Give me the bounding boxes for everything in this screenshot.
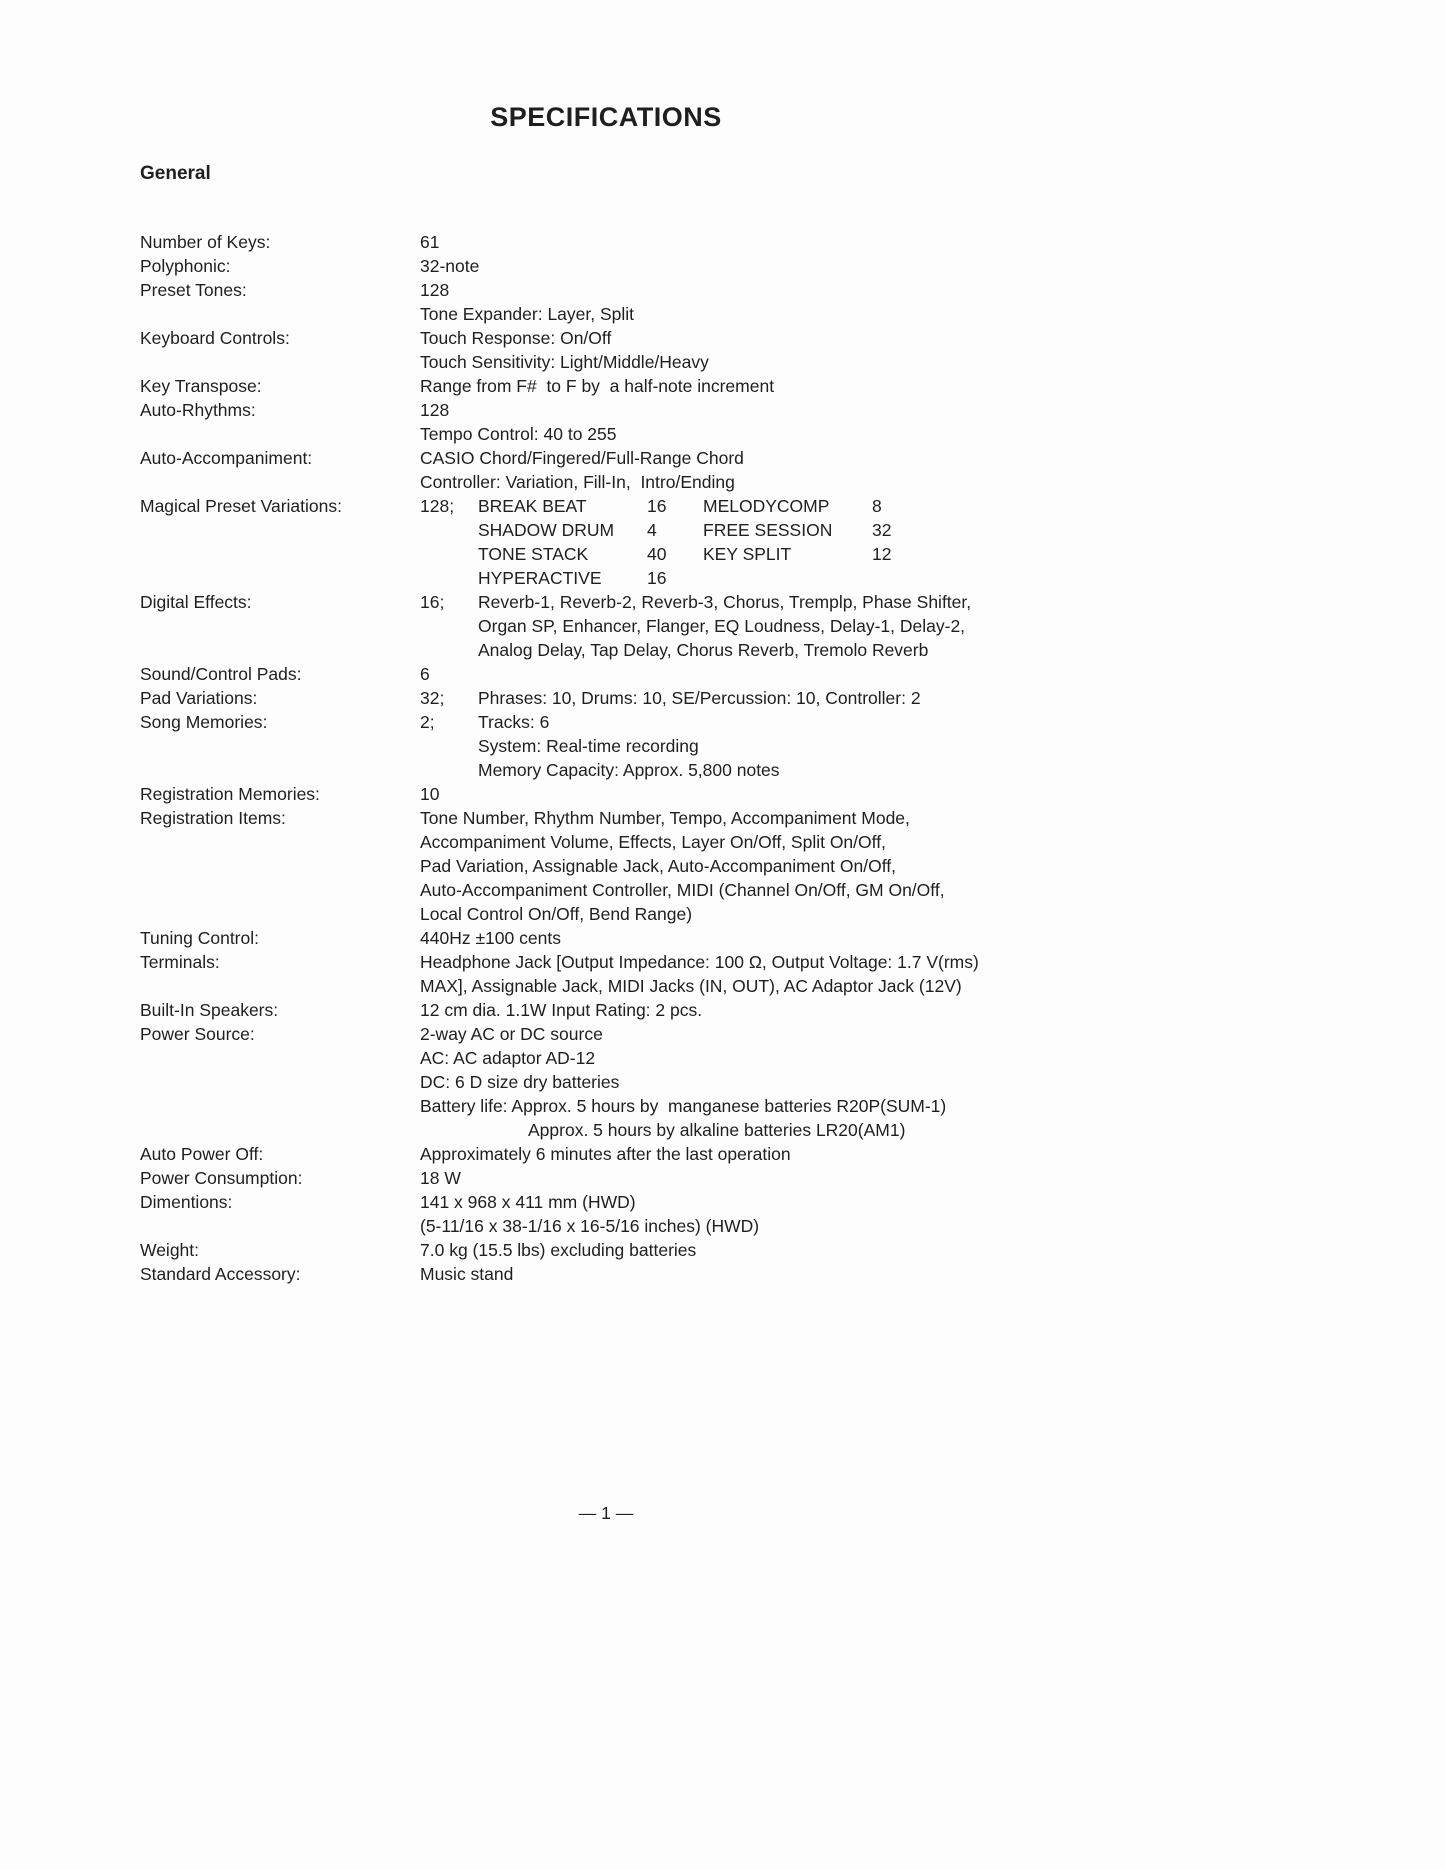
spec-label: Song Memories: [140, 712, 268, 732]
spec-line: Auto-Accompaniment Controller, MIDI (Channel On/Off, GM On/Off, [420, 880, 945, 900]
spec-value [420, 590, 1072, 662]
spec-line [420, 614, 1072, 638]
spec-label: Built-In Speakers: [140, 1000, 279, 1020]
spec-label: Digital Effects: [140, 592, 252, 612]
spec-line: 2-way AC or DC source [420, 1024, 603, 1044]
spec-row [140, 806, 1072, 926]
spec-row [140, 230, 1072, 254]
spec-row [140, 1166, 1072, 1190]
spec-label: Dimentions: [140, 1192, 233, 1212]
spec-table-cell: MELODYCOMP [703, 496, 830, 516]
spec-row [140, 398, 1072, 446]
spec-table-cell: 4 [647, 520, 657, 540]
spec-line-prefix: 2; [420, 712, 435, 732]
spec-label: Preset Tones: [140, 280, 247, 300]
spec-line: Controller: Variation, Fill-In, Intro/Ending [420, 472, 735, 492]
spec-label: Power Consumption: [140, 1168, 303, 1188]
spec-value [420, 806, 1072, 926]
spec-line-text: Organ SP, Enhancer, Flanger, EQ Loudness, Delay-1, Delay-2, [478, 616, 966, 636]
spec-line-text: Tracks: 6 [478, 712, 550, 732]
spec-line-text: Memory Capacity: Approx. 5,800 notes [478, 760, 780, 780]
spec-label: Weight: [140, 1240, 200, 1260]
spec-line: Tone Number, Rhythm Number, Tempo, Accompaniment Mode, [420, 808, 910, 828]
spec-label: Registration Items: [140, 808, 286, 828]
spec-line-prefix: 128; [420, 496, 455, 516]
spec-line [420, 758, 1072, 782]
spec-row [140, 998, 1072, 1022]
spec-line [420, 710, 1072, 734]
spec-label: Terminals: [140, 952, 220, 972]
spec-value [420, 494, 1072, 590]
spec-table-cell: 40 [647, 544, 667, 564]
spec-line: Range from F# to F by a half-note increment [420, 376, 775, 396]
spec-label: Magical Preset Variations: [140, 496, 342, 516]
spec-table-cell: 16 [647, 568, 667, 588]
spec-table-cell: 8 [872, 496, 882, 516]
spec-line-prefix [420, 734, 478, 758]
spec-line-prefix [420, 758, 478, 782]
spec-line: Approx. 5 hours by alkaline batteries LR20(AM1) [528, 1120, 906, 1140]
spec-value [420, 446, 1072, 494]
spec-line: (5-11/16 x 38-1/16 x 16-5/16 inches) (HWD) [420, 1216, 760, 1236]
spec-value [420, 1166, 1072, 1190]
spec-line-prefix [420, 518, 478, 542]
spec-table-cell: SHADOW DRUM [478, 520, 615, 540]
spec-value [420, 230, 1072, 254]
spec-label: Tuning Control: [140, 928, 259, 948]
spec-table-cell: 12 [872, 544, 892, 564]
spec-line: 61 [420, 232, 440, 252]
spec-table-cell: KEY SPLIT [703, 544, 792, 564]
spec-label: Number of Keys: [140, 232, 271, 252]
spec-value [420, 398, 1072, 446]
spec-line: 12 cm dia. 1.1W Input Rating: 2 pcs. [420, 1000, 703, 1020]
spec-value [420, 1190, 1072, 1238]
document-content [140, 0, 1072, 1286]
spec-line: 440Hz ±100 cents [420, 928, 561, 948]
spec-label: Standard Accessory: [140, 1264, 301, 1284]
spec-value [420, 662, 1072, 686]
spec-line-prefix [420, 614, 478, 638]
spec-value [420, 254, 1072, 278]
spec-line: 128 [420, 400, 450, 420]
spec-value [420, 950, 1072, 998]
spec-line: 32-note [420, 256, 480, 276]
spec-row [140, 494, 1072, 590]
spec-line: MAX], Assignable Jack, MIDI Jacks (IN, OUT), AC Adaptor Jack (12V) [420, 976, 962, 996]
spec-row [140, 926, 1072, 950]
spec-list [140, 230, 1072, 1286]
spec-label: Auto Power Off: [140, 1144, 264, 1164]
spec-line: 10 [420, 784, 440, 804]
spec-row [140, 710, 1072, 782]
spec-line: Approximately 6 minutes after the last operation [420, 1144, 791, 1164]
spec-line-prefix: 32; [420, 688, 445, 708]
spec-row [140, 1262, 1072, 1286]
spec-line-prefix [420, 542, 478, 566]
spec-row [140, 1022, 1072, 1142]
spec-line [420, 518, 1072, 542]
spec-label: Keyboard Controls: [140, 328, 290, 348]
spec-value [420, 686, 1072, 710]
spec-row [140, 686, 1072, 710]
spec-value [420, 1022, 1072, 1142]
spec-row [140, 374, 1072, 398]
spec-line [420, 734, 1072, 758]
spec-label: Pad Variations: [140, 688, 258, 708]
spec-line: DC: 6 D size dry batteries [420, 1072, 620, 1092]
spec-line: CASIO Chord/Fingered/Full-Range Chord [420, 448, 744, 468]
spec-row [140, 278, 1072, 326]
spec-row [140, 590, 1072, 662]
spec-value [420, 998, 1072, 1022]
spec-line-prefix [420, 638, 478, 662]
spec-label: Auto-Rhythms: [140, 400, 256, 420]
spec-line: Touch Response: On/Off [420, 328, 612, 348]
spec-line [420, 494, 1072, 518]
spec-label: Power Source: [140, 1024, 255, 1044]
spec-value [420, 926, 1072, 950]
page-title: SPECIFICATIONS [490, 102, 722, 132]
spec-value [420, 278, 1072, 326]
spec-table-cell: 16 [647, 496, 667, 516]
spec-table-cell: 32 [872, 520, 892, 540]
spec-value [420, 326, 1072, 374]
spec-line-text: Phrases: 10, Drums: 10, SE/Percussion: 10, Controller: 2 [478, 688, 921, 708]
spec-value [420, 1142, 1072, 1166]
spec-line-prefix: 16; [420, 592, 445, 612]
spec-line: Pad Variation, Assignable Jack, Auto-Accompaniment On/Off, [420, 856, 896, 876]
spec-table-cell: BREAK BEAT [478, 496, 587, 516]
spec-line: Tone Expander: Layer, Split [420, 304, 635, 324]
section-heading: General [140, 163, 211, 184]
spec-row [140, 446, 1072, 494]
spec-line-prefix [420, 566, 478, 590]
spec-row [140, 326, 1072, 374]
spec-value [420, 710, 1072, 782]
spec-value [420, 1262, 1072, 1286]
spec-line [420, 686, 1072, 710]
spec-line [420, 590, 1072, 614]
spec-label: Key Transpose: [140, 376, 262, 396]
spec-line-text: System: Real-time recording [478, 736, 699, 756]
spec-value [420, 1238, 1072, 1262]
spec-table-cell: TONE STACK [478, 544, 589, 564]
spec-line: 128 [420, 280, 450, 300]
spec-line-text: Reverb-1, Reverb-2, Reverb-3, Chorus, Tremplp, Phase Shifter, [478, 592, 972, 612]
spec-line-text: Analog Delay, Tap Delay, Chorus Reverb, Tremolo Reverb [478, 640, 929, 660]
spec-row [140, 254, 1072, 278]
spec-line: Battery life: Approx. 5 hours by manganese batteries R20P(SUM-1) [420, 1096, 947, 1116]
spec-line: Headphone Jack [Output Impedance: 100 Ω, Output Voltage: 1.7 V(rms) [420, 952, 979, 972]
spec-line: 18 W [420, 1168, 461, 1188]
spec-line: Music stand [420, 1264, 514, 1284]
spec-line: 6 [420, 664, 430, 684]
spec-line: 141 x 968 x 411 mm (HWD) [420, 1192, 636, 1212]
spec-value [420, 782, 1072, 806]
spec-row [140, 1190, 1072, 1238]
spec-label: Registration Memories: [140, 784, 320, 804]
spec-value [420, 374, 1072, 398]
spec-row [140, 662, 1072, 686]
spec-row [140, 1142, 1072, 1166]
spec-line: Tempo Control: 40 to 255 [420, 424, 617, 444]
spec-line: Accompaniment Volume, Effects, Layer On/Off, Split On/Off, [420, 832, 886, 852]
spec-row [140, 1238, 1072, 1262]
spec-row [140, 782, 1072, 806]
spec-line: AC: AC adaptor AD-12 [420, 1048, 596, 1068]
spec-label: Sound/Control Pads: [140, 664, 302, 684]
spec-line [420, 638, 1072, 662]
spec-row [140, 950, 1072, 998]
spec-table-cell: FREE SESSION [703, 520, 833, 540]
spec-table-cell: HYPERACTIVE [478, 568, 602, 588]
spec-line [420, 542, 1072, 566]
spec-label: Polyphonic: [140, 256, 231, 276]
page-number: — 1 — [578, 1503, 634, 1523]
spec-label: Auto-Accompaniment: [140, 448, 313, 468]
spec-line: Local Control On/Off, Bend Range) [420, 904, 693, 924]
spec-line: 7.0 kg (15.5 lbs) excluding batteries [420, 1240, 697, 1260]
spec-line: Touch Sensitivity: Light/Middle/Heavy [420, 352, 709, 372]
spec-line [420, 566, 1072, 590]
